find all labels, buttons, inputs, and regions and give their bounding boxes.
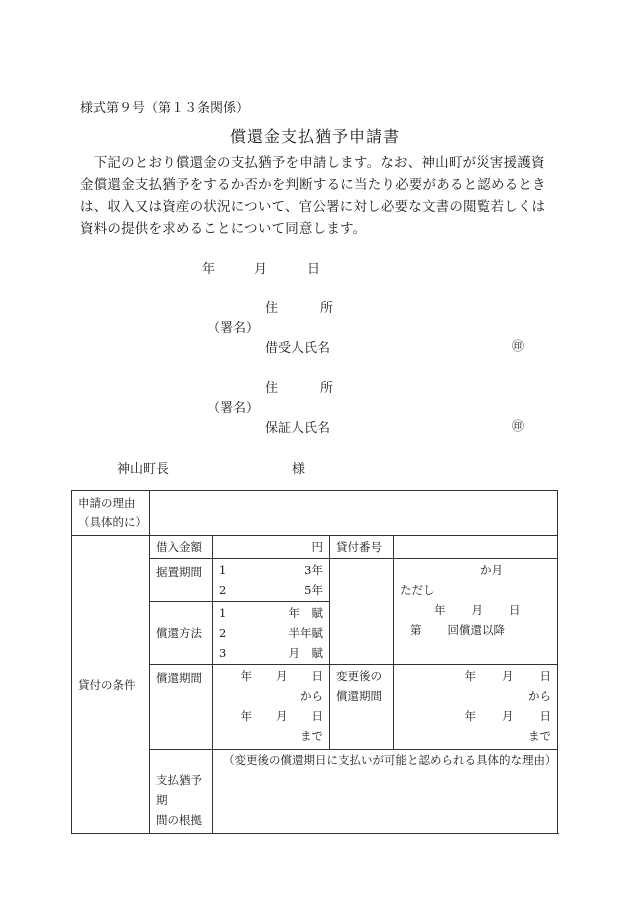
deferment-label-cell [150, 559, 213, 602]
addressee-honorific: 様 [292, 462, 306, 477]
loan-number-label-cell [330, 536, 394, 559]
changed-period-label-sub: 償還期間 [336, 689, 382, 703]
loan-number-input[interactable] [394, 536, 558, 559]
intro-paragraph [80, 152, 555, 240]
kara-label: から [528, 689, 551, 703]
reason-input[interactable] [150, 491, 558, 536]
option-text: 5年 [304, 583, 323, 597]
conditions-label-cell [72, 536, 150, 834]
loan-amount-input[interactable] [213, 536, 330, 559]
dai-label: 第 [410, 623, 422, 637]
reason-label-sub: （具体的に） [78, 515, 147, 529]
condition-detail-cell[interactable] [394, 559, 558, 665]
borrower-seal-icon: ㊞ [512, 339, 525, 353]
yen-unit: 円 [311, 540, 323, 554]
page-title: 償還金支払猶予申請書 [229, 127, 400, 146]
repayment-period-input[interactable] [213, 665, 330, 750]
intro-line: は、収入又は資産の状況について、官公署に対し必要な文書の閲覧若しくは [80, 199, 546, 215]
made-label: まで [300, 729, 323, 743]
borrower-signature-note: （署名） [207, 321, 260, 336]
borrower-address-label-1: 住 [265, 301, 279, 316]
kara-label: から [300, 689, 323, 703]
repayment-options-cell[interactable] [213, 602, 330, 665]
table-row [72, 536, 558, 559]
option-number: 1 [219, 563, 227, 577]
basis-input[interactable] [213, 750, 558, 834]
form-number: 様式第９号（第１３条関係） [80, 101, 250, 116]
changed-period-label-cell [330, 665, 394, 750]
made-label: まで [528, 729, 551, 743]
addressee-name: 神山町長 [117, 462, 170, 477]
intro-line: 下記のとおり償還金の支払猶予を申請します。なお、神山町が災害援護資 [80, 155, 545, 171]
date-month-label: 月 [254, 262, 268, 277]
deferment-option[interactable] [219, 560, 323, 580]
from-installment-label: 回償還以降 [447, 623, 505, 637]
from-date-row: 年 月 日 [434, 603, 521, 617]
repayment-method-label-cell [150, 602, 213, 665]
option-number: 1 [219, 606, 227, 620]
option-number: 2 [219, 626, 227, 640]
loan-amount-label: 借入金額 [156, 540, 202, 554]
application-table [71, 490, 558, 834]
period-start-date: 年 月 日 [240, 669, 323, 683]
repayment-option[interactable] [219, 603, 323, 623]
condition-blank-cell [330, 559, 394, 665]
option-text: 半年賦 [288, 626, 323, 640]
repayment-option[interactable] [219, 623, 323, 643]
guarantor-address-label-2: 所 [320, 381, 334, 396]
basis-label-sub: 間の根拠 [156, 813, 202, 827]
basis-label-cell [150, 750, 213, 834]
table-row [72, 491, 558, 536]
intro-line: 資料の提供を求めることについて同意します。 [80, 221, 367, 237]
option-number: 2 [219, 583, 227, 597]
option-text: 月 賦 [288, 646, 323, 660]
months-suffix: か月 [480, 563, 503, 577]
date-day-label: 日 [307, 262, 321, 277]
option-number: 3 [219, 646, 227, 660]
option-text: 3年 [304, 563, 323, 577]
date-year-label: 年 [202, 262, 216, 277]
loan-amount-label-cell [150, 536, 213, 559]
deferment-label: 据置期間 [156, 565, 202, 579]
repayment-period-label-cell [150, 665, 213, 750]
repayment-method-label: 償還方法 [156, 626, 202, 640]
guarantor-address-label-1: 住 [265, 381, 279, 396]
guarantor-name-label: 保証人氏名 [265, 421, 331, 436]
changed-end-date: 年 月 日 [464, 709, 551, 723]
tadashi-label: ただし [400, 583, 435, 597]
borrower-name-label: 借受人氏名 [265, 341, 331, 356]
period-end-date: 年 月 日 [240, 709, 323, 723]
installment-row [400, 620, 551, 640]
changed-period-label: 変更後の [336, 669, 382, 683]
changed-start-date: 年 月 日 [464, 669, 551, 683]
basis-label: 支払猶予期 [156, 773, 202, 807]
intro-line: 金償還金支払猶予をするか否かを判断するに当たり必要があると認めるとき [80, 177, 546, 193]
borrower-address-label-2: 所 [320, 301, 334, 316]
guarantor-signature-note: （署名） [207, 401, 260, 416]
deferment-option[interactable] [219, 580, 323, 600]
reason-label-cell [72, 491, 150, 536]
loan-number-label: 貸付番号 [336, 540, 382, 554]
repayment-option[interactable] [219, 643, 323, 663]
changed-period-input[interactable] [394, 665, 558, 750]
deferment-options-cell[interactable] [213, 559, 330, 602]
guarantor-seal-icon: ㊞ [512, 419, 525, 433]
basis-note: （変更後の償還期日に支払いが可能と認められる具体的な理由） [223, 753, 557, 767]
conditions-label: 貸付の条件 [78, 677, 136, 692]
reason-label: 申請の理由 [78, 496, 136, 510]
repayment-period-label: 償還期間 [156, 671, 202, 685]
option-text: 年 賦 [288, 606, 323, 620]
